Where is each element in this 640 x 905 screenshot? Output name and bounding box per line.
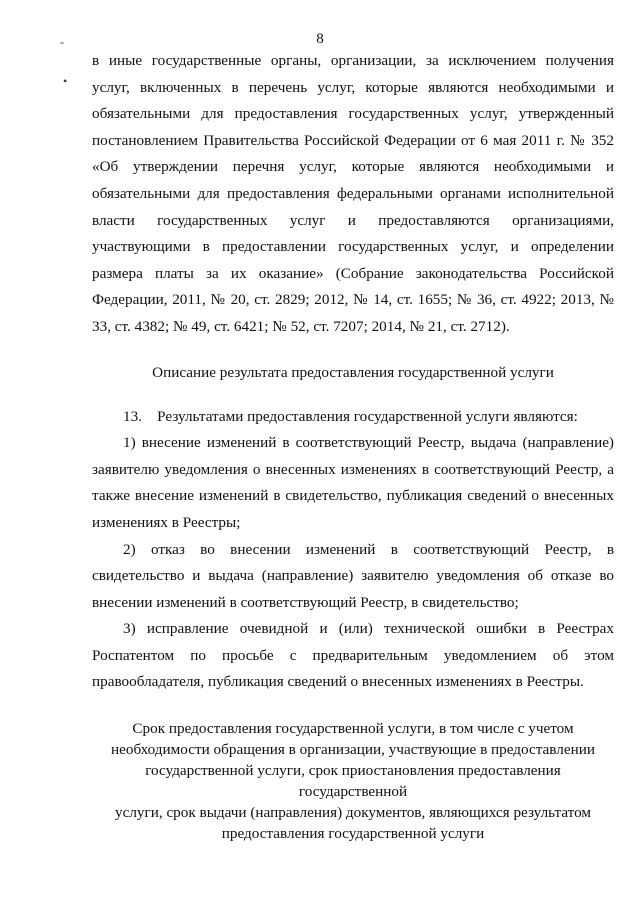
clause-13-item-1: 1) внесение изменений в соответствующий Реестр, выдача (направление) заявителю уведомления о внесенных изменениях в соответствующий Реестр, а также внесение изменений в свидетельство, публикация сведений о внесенных изменениях в Реестры; (92, 434, 614, 531)
clause-13-item-2: 2) отказ во внесении изменений в соответствующий Реестр, в свидетельство и выдача (направление) заявителю уведомления об отказе во внесении изменений в соответствующий Реестр, в свидетельство; (92, 540, 614, 611)
heading-line: предоставления государственной услуги (221, 825, 485, 843)
paragraph-continuation: в иные государственные органы, организации, за исключением получения услуг, включенных в перечень услуг, которые являются необходимыми и обязательными для предоставления государственных услуг, утвержденный постановлением Правительства Российской Федерации от 6 мая 2011 г. № 352 «Об утверждении перечня услуг, которые являются необходимыми и обязательными для предоставления федеральными органами исполнительной власти государственных услуг и предоставляются организациями, участвующими в предоставлении государственных услуг, и определении размера платы за их оказание» (Собрание законодательства Российской Федерации, 2011, № 20, ст. 2829; 2012, № 14, ст. 1655; № 36, ст. 4922; 2013, № 33, ст. 4382; № 49, ст. 6421; № 52, ст. 7207; 2014, № 21, ст. 2712). (92, 52, 614, 335)
section-heading-term (92, 718, 614, 844)
margin-mark: - (60, 35, 64, 49)
heading-line: Срок предоставления государственной услуги, в том числе с учетом (132, 720, 574, 738)
margin-mark: • (63, 74, 68, 88)
clause-13-item-3: 3) исправление очевидной и (или) технической ошибки в Реестрах Роспатентом по просьбе с предварительным уведомлением об этом правообладателя, публикация сведений о внесенных изменениях в Реестры. (92, 620, 614, 691)
heading-line: услуги, срок выдачи (направления) документов, являющихся результатом (114, 804, 592, 822)
heading-line: необходимости обращения в организации, участвующие в предоставлении (111, 741, 595, 759)
document-body (92, 48, 614, 844)
page-number: 8 (316, 31, 324, 47)
section-heading-result: Описание результата предоставления государственной услуги (152, 363, 554, 381)
heading-line: государственной услуги, срок приостановления предоставления государственной (145, 762, 561, 801)
clause-13: 13. Результатами предоставления государственной услуги являются: (123, 407, 578, 425)
